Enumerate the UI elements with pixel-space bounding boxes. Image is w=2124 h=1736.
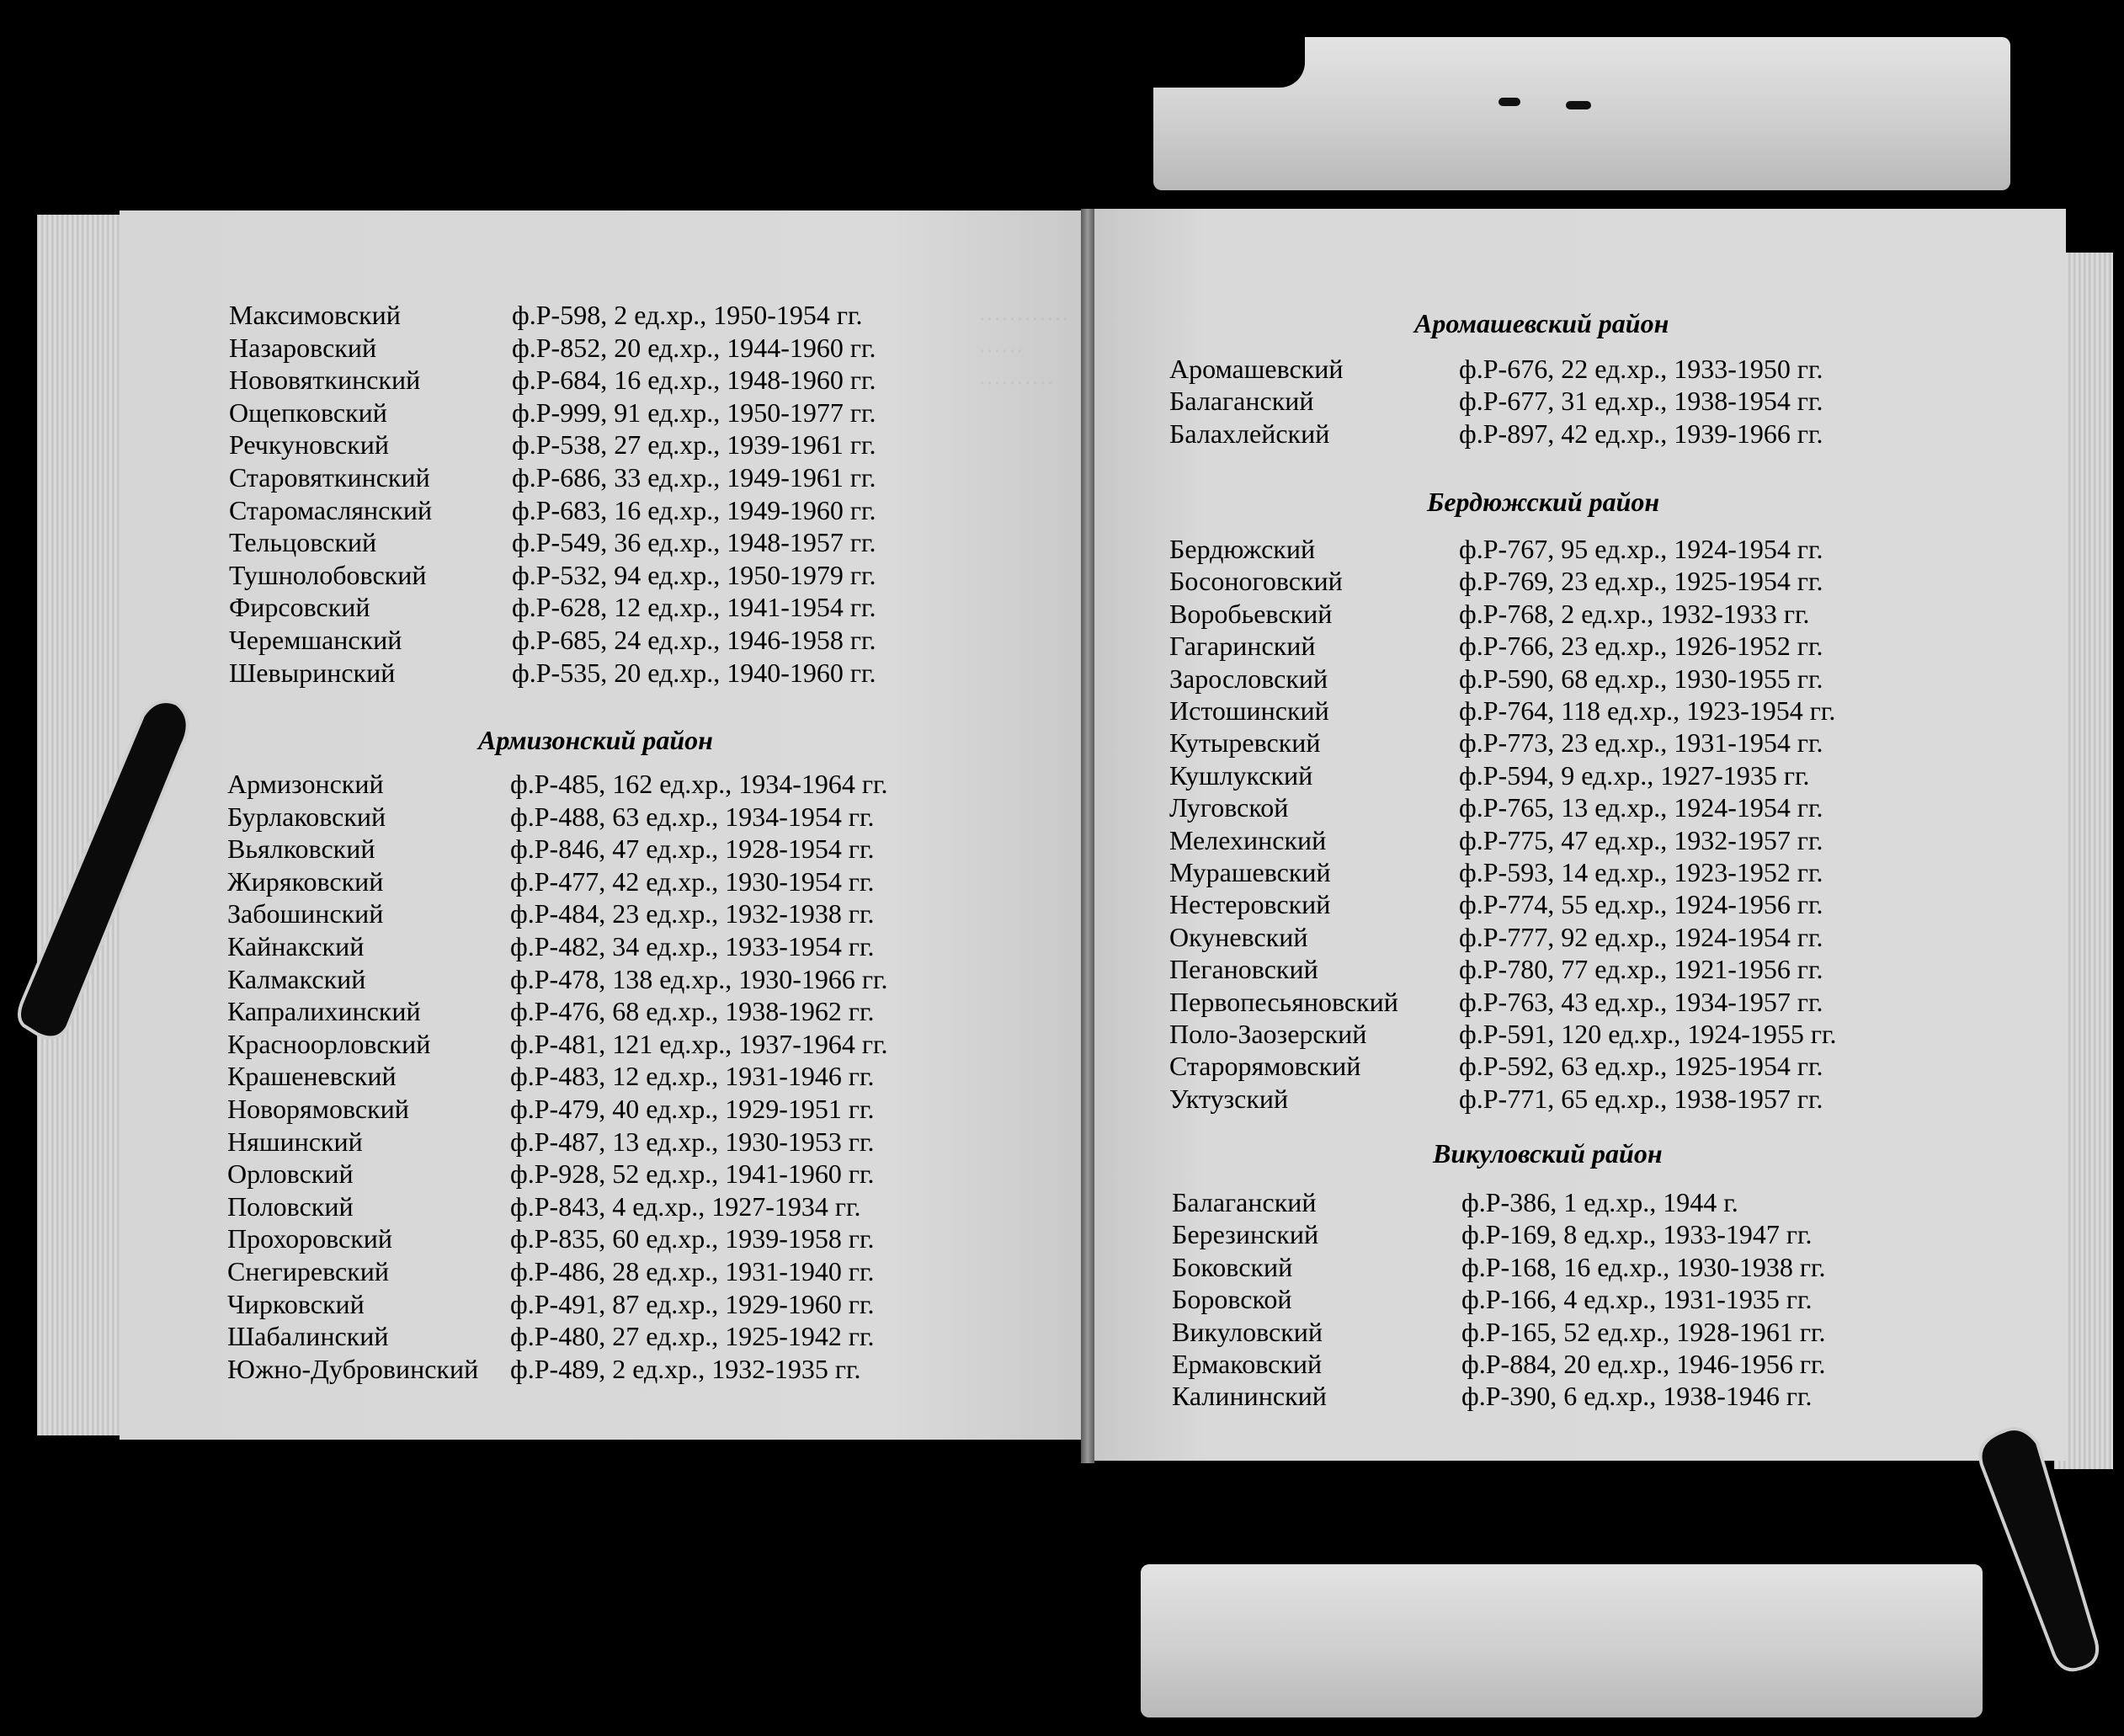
entry-reference: ф.Р-482, 34 ед.хр., 1933-1954 гг. xyxy=(510,931,875,961)
entry-reference: ф.Р-168, 16 ед.хр., 1930-1938 гг. xyxy=(1461,1251,1826,1282)
entry-name: Окуневский xyxy=(1169,921,1308,952)
entry-reference: ф.Р-764, 118 ед.хр., 1923-1954 гг. xyxy=(1459,695,1836,726)
entry-name: Прохоровский xyxy=(227,1223,393,1254)
entry-name: Первопесьяновский xyxy=(1169,986,1398,1017)
entry-reference: ф.Р-486, 28 ед.хр., 1931-1940 гг. xyxy=(510,1256,875,1286)
entry-name: Мелехинский xyxy=(1169,824,1327,855)
book-gutter xyxy=(1081,209,1094,1463)
entry-name: Бердюжский xyxy=(1169,534,1316,564)
entry-name: Нововяткинский xyxy=(229,365,421,396)
entry-reference: ф.Р-765, 13 ед.хр., 1924-1954 гг. xyxy=(1459,792,1823,823)
entry-reference: ф.Р-999, 91 ед.хр., 1950-1977 гг. xyxy=(512,397,876,428)
entry-reference: ф.Р-535, 20 ед.хр., 1940-1960 гг. xyxy=(512,657,876,688)
entry-reference: ф.Р-593, 14 ед.хр., 1923-1952 гг. xyxy=(1459,857,1823,887)
entry-name: Кайнакский xyxy=(227,931,365,961)
entry-name: Старовяткинский xyxy=(229,462,430,493)
entry-name: Чирковский xyxy=(227,1288,365,1319)
foam-support-top xyxy=(1153,37,2010,190)
entry-reference: ф.Р-835, 60 ед.хр., 1939-1958 гг. xyxy=(510,1223,875,1254)
entry-name: Ермаковский xyxy=(1172,1349,1323,1379)
entry-name: Няшинский xyxy=(227,1126,363,1157)
entry-name: Луговской xyxy=(1169,792,1289,823)
entry-name: Крашеневский xyxy=(227,1061,397,1092)
entry-name: Калининский xyxy=(1172,1381,1327,1412)
entry-reference: ф.Р-897, 42 ед.хр., 1939-1966 гг. xyxy=(1459,418,1823,449)
entry-reference: ф.Р-598, 2 ед.хр., 1950-1954 гг. xyxy=(512,300,863,330)
entry-name: Калмакский xyxy=(227,963,366,994)
entry-name: Гагаринский xyxy=(1169,631,1316,662)
entry-name: Кушлукский xyxy=(1169,759,1313,791)
entry-name: Балахлейский xyxy=(1169,418,1330,449)
entry-name: Капралихинский xyxy=(227,996,421,1027)
entry-reference: ф.Р-390, 6 ед.хр., 1938-1946 гг. xyxy=(1461,1381,1813,1412)
section-heading: Армизонский район xyxy=(478,725,713,755)
entry-name: Новорямовский xyxy=(227,1094,409,1124)
entry-reference: ф.Р-774, 55 ед.хр., 1924-1956 гг. xyxy=(1459,889,1823,920)
entry-name: Шевыринский xyxy=(229,657,396,688)
entry-reference: ф.Р-478, 138 ед.хр., 1930-1966 гг. xyxy=(510,963,888,994)
entry-name: Ощепковский xyxy=(229,397,387,428)
entry-reference: ф.Р-843, 4 ед.хр., 1927-1934 гг. xyxy=(510,1190,861,1222)
entry-reference: ф.Р-684, 16 ед.хр., 1948-1960 гг. xyxy=(512,365,876,396)
entry-reference: ф.Р-169, 8 ед.хр., 1933-1947 гг. xyxy=(1461,1219,1813,1250)
entry-name: Тельцовский xyxy=(229,527,377,558)
entry-reference: ф.Р-165, 52 ед.хр., 1928-1961 гг. xyxy=(1461,1316,1826,1347)
entry-reference: ф.Р-532, 94 ед.хр., 1950-1979 гг. xyxy=(512,559,876,590)
page-strap-right xyxy=(1970,1423,2121,1675)
entry-name: Вьялковский xyxy=(227,833,375,865)
entry-reference: ф.Р-592, 63 ед.хр., 1925-1954 гг. xyxy=(1459,1051,1823,1082)
entry-reference: ф.Р-549, 36 ед.хр., 1948-1957 гг. xyxy=(512,527,876,558)
entry-reference: ф.Р-477, 42 ед.хр., 1930-1954 гг. xyxy=(510,865,875,897)
entry-reference: ф.Р-628, 12 ед.хр., 1941-1954 гг. xyxy=(512,592,876,623)
entry-reference: ф.Р-677, 31 ед.хр., 1938-1954 гг. xyxy=(1459,386,1823,417)
entry-name: Армизонский xyxy=(227,769,384,799)
entry-reference: ф.Р-487, 13 ед.хр., 1930-1953 гг. xyxy=(510,1126,875,1157)
entry-name: Истошинский xyxy=(1169,695,1329,726)
entry-name: Босоноговский xyxy=(1169,566,1343,597)
entry-name: Воробьевский xyxy=(1169,598,1333,629)
entry-reference: ф.Р-780, 77 ед.хр., 1921-1956 гг. xyxy=(1459,954,1823,985)
entry-name: Уктузский xyxy=(1169,1083,1289,1114)
entry-reference: ф.Р-479, 40 ед.хр., 1929-1951 гг. xyxy=(510,1094,875,1124)
entry-reference: ф.Р-767, 95 ед.хр., 1924-1954 гг. xyxy=(1459,534,1823,564)
entry-name: Мурашевский xyxy=(1169,857,1331,887)
page-strap-left xyxy=(17,690,202,1044)
entry-name: Пегановский xyxy=(1169,954,1318,985)
entry-name: Речкуновский xyxy=(229,429,390,461)
entry-name: Старомаслянский xyxy=(229,494,433,525)
page-number-right: 207 xyxy=(1537,1472,1578,1503)
page-number-left: 206 xyxy=(582,1476,622,1506)
entry-reference: ф.Р-538, 27 ед.хр., 1939-1961 гг. xyxy=(512,429,876,461)
entry-reference: ф.Р-769, 23 ед.хр., 1925-1954 гг. xyxy=(1459,566,1823,597)
entry-name: Боковский xyxy=(1172,1251,1293,1282)
entry-name: Балаганский xyxy=(1172,1187,1317,1217)
entry-reference: ф.Р-386, 1 ед.хр., 1944 г. xyxy=(1461,1187,1738,1217)
entry-reference: ф.Р-489, 2 ед.хр., 1932-1935 гг. xyxy=(510,1353,861,1384)
entry-name: Красноорловский xyxy=(227,1028,431,1059)
entry-name: Бурлаковский xyxy=(227,801,386,832)
entry-reference: ф.Р-928, 52 ед.хр., 1941-1960 гг. xyxy=(510,1158,875,1190)
section-heading: Викуловский район xyxy=(1433,1138,1663,1169)
entry-reference: ф.Р-481, 121 ед.хр., 1937-1964 гг. xyxy=(510,1028,888,1059)
entry-name: Жиряковский xyxy=(227,865,384,897)
entry-name: Фирсовский xyxy=(229,592,370,623)
entry-name: Поло-Заозерский xyxy=(1169,1019,1367,1049)
section-heading: Бердюжский район xyxy=(1427,487,1660,517)
entry-name: Балаганский xyxy=(1169,386,1314,417)
entry-name: Назаровский xyxy=(229,332,377,363)
entry-name: Березинский xyxy=(1172,1219,1319,1250)
entry-reference: ф.Р-775, 47 ед.хр., 1932-1957 гг. xyxy=(1459,824,1823,855)
entry-name: Тушнолобовский xyxy=(229,559,427,590)
entry-reference: ф.Р-594, 9 ед.хр., 1927-1935 гг. xyxy=(1459,759,1810,791)
entry-reference: ф.Р-591, 120 ед.хр., 1924-1955 гг. xyxy=(1459,1019,1837,1049)
entry-reference: ф.Р-488, 63 ед.хр., 1934-1954 гг. xyxy=(510,801,875,832)
entry-reference: ф.Р-491, 87 ед.хр., 1929-1960 гг. xyxy=(510,1288,875,1319)
entry-reference: ф.Р-846, 47 ед.хр., 1928-1954 гг. xyxy=(510,833,875,865)
entry-reference: ф.Р-676, 22 ед.хр., 1933-1950 гг. xyxy=(1459,354,1823,384)
entry-reference: ф.Р-484, 23 ед.хр., 1932-1938 гг. xyxy=(510,898,875,929)
entry-name: Орловский xyxy=(227,1158,354,1190)
entry-name: Боровской xyxy=(1172,1284,1292,1315)
entry-name: Максимовский xyxy=(229,300,401,330)
bleed-through-text: ············ ······ ·········· xyxy=(978,306,1069,396)
entry-name: Снегиревский xyxy=(227,1256,390,1286)
entry-reference: ф.Р-766, 23 ед.хр., 1926-1952 гг. xyxy=(1459,631,1823,662)
entry-name: Зарословский xyxy=(1169,663,1328,694)
entry-reference: ф.Р-884, 20 ед.хр., 1946-1956 гг. xyxy=(1461,1349,1826,1379)
entry-name: Старорямовский xyxy=(1169,1051,1361,1082)
entry-reference: ф.Р-483, 12 ед.хр., 1931-1946 гг. xyxy=(510,1061,875,1092)
section-heading: Аромашевский район xyxy=(1414,308,1669,338)
entry-name: Черемшанский xyxy=(229,625,402,655)
entry-name: Половский xyxy=(227,1190,354,1222)
entry-reference: ф.Р-476, 68 ед.хр., 1938-1962 гг. xyxy=(510,996,875,1027)
entry-reference: ф.Р-590, 68 ед.хр., 1930-1955 гг. xyxy=(1459,663,1823,694)
entry-reference: ф.Р-686, 33 ед.хр., 1949-1961 гг. xyxy=(512,462,876,493)
entry-name: Викуловский xyxy=(1172,1316,1323,1347)
entry-reference: ф.Р-768, 2 ед.хр., 1932-1933 гг. xyxy=(1459,598,1810,629)
foam-support-bottom xyxy=(1141,1564,1983,1717)
entry-name: Южно-Дубровинский xyxy=(227,1353,479,1384)
entry-reference: ф.Р-685, 24 ед.хр., 1946-1958 гг. xyxy=(512,625,876,655)
entry-reference: ф.Р-773, 23 ед.хр., 1931-1954 гг. xyxy=(1459,727,1823,759)
entry-reference: ф.Р-763, 43 ед.хр., 1934-1957 гг. xyxy=(1459,986,1823,1017)
foam-mark xyxy=(1566,101,1591,109)
entry-name: Нестеровский xyxy=(1169,889,1331,920)
entry-reference: ф.Р-777, 92 ед.хр., 1924-1954 гг. xyxy=(1459,921,1823,952)
entry-reference: ф.Р-166, 4 ед.хр., 1931-1935 гг. xyxy=(1461,1284,1813,1315)
entry-name: Забошинский xyxy=(227,898,384,929)
entry-name: Аромашевский xyxy=(1169,354,1344,384)
entry-reference: ф.Р-852, 20 ед.хр., 1944-1960 гг. xyxy=(512,332,876,363)
foam-mark xyxy=(1499,98,1520,106)
entry-reference: ф.Р-485, 162 ед.хр., 1934-1964 гг. xyxy=(510,769,888,799)
entry-reference: ф.Р-480, 27 ед.хр., 1925-1942 гг. xyxy=(510,1321,875,1352)
entry-name: Кутыревский xyxy=(1169,727,1321,759)
entry-reference: ф.Р-683, 16 ед.хр., 1949-1960 гг. xyxy=(512,494,876,525)
entry-reference: ф.Р-771, 65 ед.хр., 1938-1957 гг. xyxy=(1459,1083,1823,1114)
entry-name: Шабалинский xyxy=(227,1321,389,1352)
